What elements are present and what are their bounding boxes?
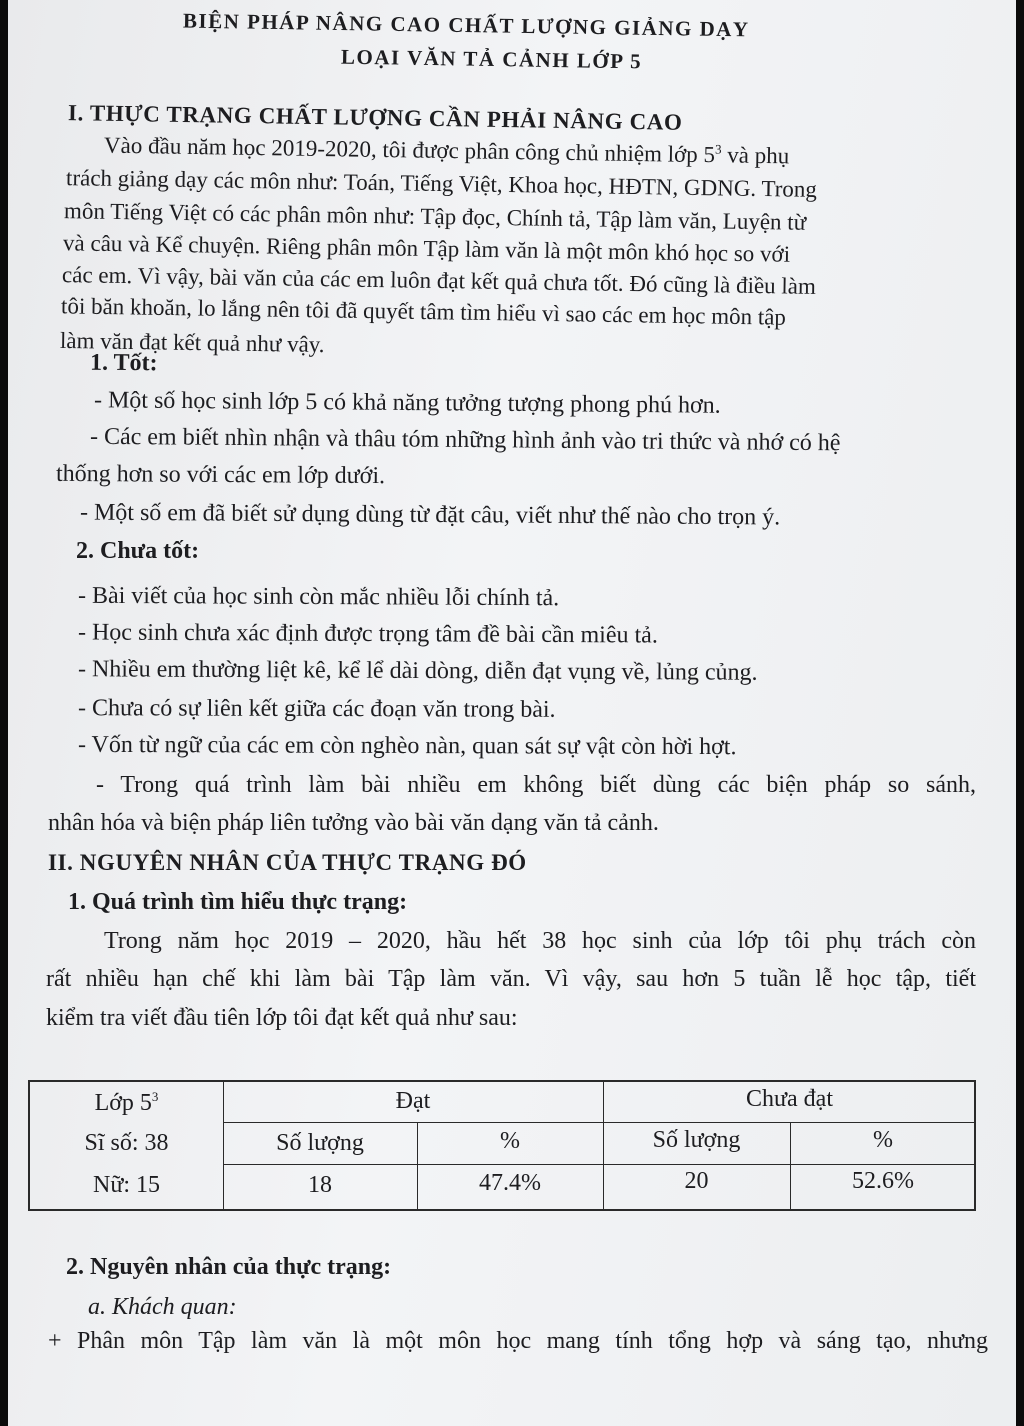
intro-line-3: môn Tiếng Việt có các phân môn như: Tập đọc, Chính tả, Tập làm văn, Luyện từ	[63, 198, 807, 235]
fail-pct-value-cell: 52.6%	[852, 1168, 914, 1194]
survey-line-2: rất nhiều hạn chế khi làm bài Tập làm văn. Vì vậy, sau hơn 5 tuần lễ học tập, tiết	[46, 966, 976, 992]
results-table	[28, 1080, 976, 1211]
not-good-item-6: - Trong quá trình làm bài nhiều em không biết dùng các biện pháp so sánh,	[96, 772, 976, 798]
pass-pct-header-cell: %	[500, 1128, 520, 1154]
not-good-item-5: - Vốn từ ngữ của các em còn nghèo nàn, quan sát sự vật còn hời hợt.	[77, 731, 737, 761]
good-item-2-cont: thống hơn so với các em lớp dưới.	[55, 460, 386, 490]
fail-qty-value-cell: 20	[684, 1168, 709, 1194]
pass-qty-value-cell: 18	[308, 1172, 332, 1198]
intro-line-5: các em. Vì vậy, bài văn của các em luôn đạt kết quả chưa tốt. Đó cũng là điều làm	[61, 262, 817, 299]
total-students-cell: Sĩ số: 38	[84, 1130, 169, 1156]
survey-line-3: kiểm tra viết đầu tiên lớp tôi đạt kết quả như sau:	[46, 1005, 518, 1031]
good-item-2: - Các em biết nhìn nhận và thâu tóm những hình ảnh vào tri thức và nhớ có hệ	[89, 423, 841, 457]
section-2-heading: II. NGUYÊN NHÂN CỦA THỰC TRẠNG ĐÓ	[48, 850, 527, 875]
not-good-item-2: - Học sinh chưa xác định được trọng tâm đề bài cần miêu tả.	[77, 619, 658, 649]
fail-qty-header-cell: Số lượng	[652, 1127, 741, 1153]
table-divider	[223, 1164, 974, 1165]
pass-qty-header-cell: Số lượng	[276, 1130, 364, 1156]
objective-heading: a. Khách quan:	[88, 1294, 237, 1320]
good-item-3: - Một số em đã biết sử dụng dùng từ đặt câu, viết như thế nào cho trọn ý.	[79, 499, 781, 531]
not-good-heading: 2. Chưa tốt:	[76, 538, 200, 564]
causes-heading: 2. Nguyên nhân của thực trạng:	[66, 1254, 392, 1280]
intro-line-7: làm văn đạt kết quả như vậy.	[59, 327, 325, 358]
class-superscript: 3	[714, 141, 722, 157]
survey-heading: 1. Quá trình tìm hiểu thực trạng:	[68, 889, 408, 915]
class-label-cell: Lớp $5^3$	[94, 1089, 159, 1116]
pass-header-cell: Đạt	[395, 1088, 431, 1114]
fail-pct-header-cell: %	[873, 1127, 893, 1153]
good-item-1: - Một số học sinh lớp 5 có khả năng tưởng tượng phong phú hơn.	[93, 387, 721, 419]
intro-line-2: trách giảng dạy các môn như: Toán, Tiếng Việt, Khoa học, HĐTN, GDNG. Trong	[65, 165, 818, 202]
not-good-item-4: - Chưa có sự liên kết giữa các đoạn văn trong bài.	[77, 695, 556, 723]
female-students-cell: Nữ: 15	[92, 1172, 160, 1198]
document-title-line-1: BIỆN PHÁP NÂNG CAO CHẤT LƯỢNG GIẢNG DẠY	[182, 8, 750, 42]
document-page	[8, 0, 1016, 1426]
not-good-item-6-cont: nhân hóa và biện pháp liên tưởng vào bài văn dạng văn tả cảnh.	[48, 810, 659, 836]
section-1-heading: I. THỰC TRẠNG CHẤT LƯỢNG CẦN PHẢI NÂNG CAO	[67, 100, 683, 135]
fail-header-cell: Chưa đạt	[746, 1086, 833, 1112]
intro-line-6: tôi băn khoăn, lo lắng nên tôi đã quyết tâm tìm hiểu vì sao các em học môn tập	[60, 293, 787, 330]
pass-pct-value-cell: 47.4%	[479, 1170, 541, 1196]
document-title-line-2: LOẠI VĂN TẢ CẢNH LỚP 5	[340, 44, 643, 74]
objective-line-1: + Phân môn Tập làm văn là một môn học mang tính tổng hợp và sáng tạo, nhưng	[48, 1328, 988, 1354]
not-good-item-1: - Bài viết của học sinh còn mắc nhiều lỗi chính tả.	[77, 582, 560, 612]
good-heading: 1. Tốt:	[89, 349, 158, 377]
intro-line-4: và câu và Kể chuyện. Riêng phân môn Tập làm văn là một môn khó học so với	[62, 230, 791, 267]
table-divider	[223, 1122, 974, 1123]
survey-line-1: Trong năm học 2019 – 2020, hầu hết 38 học sinh của lớp tôi phụ trách còn	[104, 928, 976, 954]
intro-line-1: Vào đầu năm học 2019-2020, tôi được phân công chủ nhiệm lớp $5^3$ và phụ	[103, 132, 790, 169]
not-good-item-3: - Nhiều em thường liệt kê, kể lể dài dòng, diễn đạt vụng về, lủng củng.	[77, 656, 758, 686]
